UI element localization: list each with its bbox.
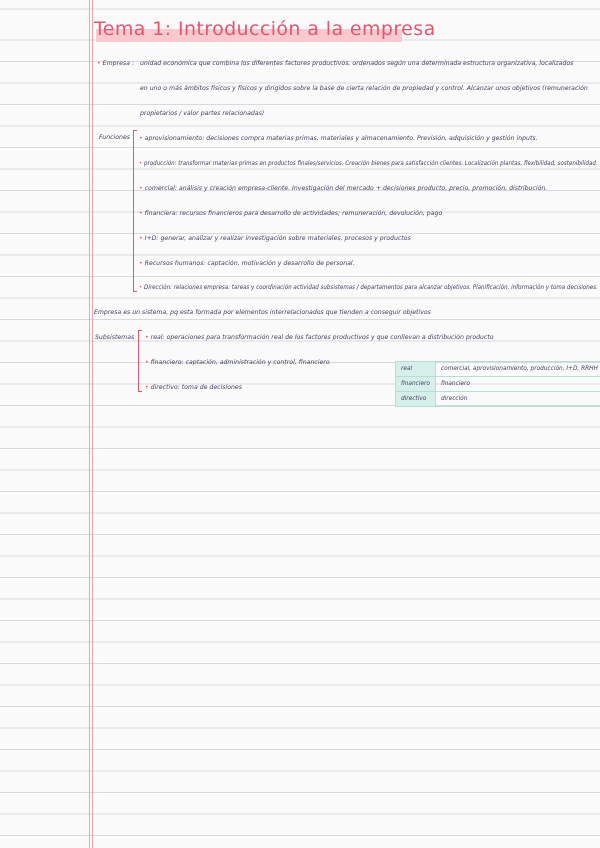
function-item: • I+D: generar, analizar y realizar investigación sobre materiales, procesos y productos (139, 235, 411, 242)
subsystem-item: • real: operaciones para transformación real de los factores productivos y que conllevan a distribución producto (145, 334, 494, 341)
table-row (396, 362, 600, 377)
definition-label: • Empresa : (97, 60, 134, 67)
system-statement: Empresa es un sistema, pq esta formada por elementos interrelacionados que tienden a conseguir objetivos (94, 309, 431, 316)
subsystems-table (395, 361, 600, 407)
subsystems-label: Subsistemas (95, 334, 135, 341)
table-key: financiero (396, 377, 436, 392)
functions-brace (133, 130, 137, 292)
title-block (94, 18, 436, 40)
margin-line (89, 0, 90, 848)
subsystem-item: • directivo: toma de decisiones (145, 384, 242, 391)
function-item: • Dirección: relaciones empresa: tareas y coordinación actividad subsistemas / departamentos para alcanzar objetivos. Planificación, información y toma decisiones. (139, 284, 598, 291)
table-row (396, 392, 600, 407)
table-value: comercial, aprovisionamiento, producción, I+D, RRHH (435, 362, 600, 377)
function-item: • Recursos humanos: captación, motivación y desarrollo de personal. (139, 260, 355, 267)
table-key: real (396, 362, 436, 377)
table-row (396, 377, 600, 392)
page-title: Tema 1: Introducción a la empresa (94, 18, 436, 40)
table-value: dirección (435, 392, 600, 407)
function-item: • financiera: recursos financieros para desarrollo de actividades; remuneración, devolución, pago (139, 210, 443, 217)
table-value: financiero (435, 377, 600, 392)
definition-line-2: en uno o más ámbitos físicos y físicos y dirigidos sobre la base de cierta relación de propiedad y control. Alcanzar unos objetivos (remuneración (140, 85, 588, 92)
subsystem-item: • financiero: captación, administración y control, financiero (145, 359, 330, 366)
margin-line (92, 0, 93, 848)
function-item: • comercial: análisis y creación empresa-cliente. Investigación del mercado + decisiones producto, precio, promoción, distribución. (139, 185, 548, 192)
subsystems-brace (138, 330, 142, 392)
function-item: • producción: transformar materias primas en productos finales/servicios. Creación bienes para satisfacción clientes. Localización plantas, flexibilidad, sostenibilidad. (139, 160, 598, 167)
function-item: • aprovisionamiento: decisiones compra materias primas, materiales y almacenamiento. Previsión, adquisición y gestión inputs. (139, 135, 538, 142)
functions-label: Funciones (99, 134, 131, 141)
table-key: directivo (396, 392, 436, 407)
definition-line-1: unidad económica que combina los diferentes factores productivos, ordenados según una determinada estructura organizativa, localizados (140, 60, 574, 67)
definition-line-3: propietarios / valor partes relacionadas) (140, 110, 265, 117)
